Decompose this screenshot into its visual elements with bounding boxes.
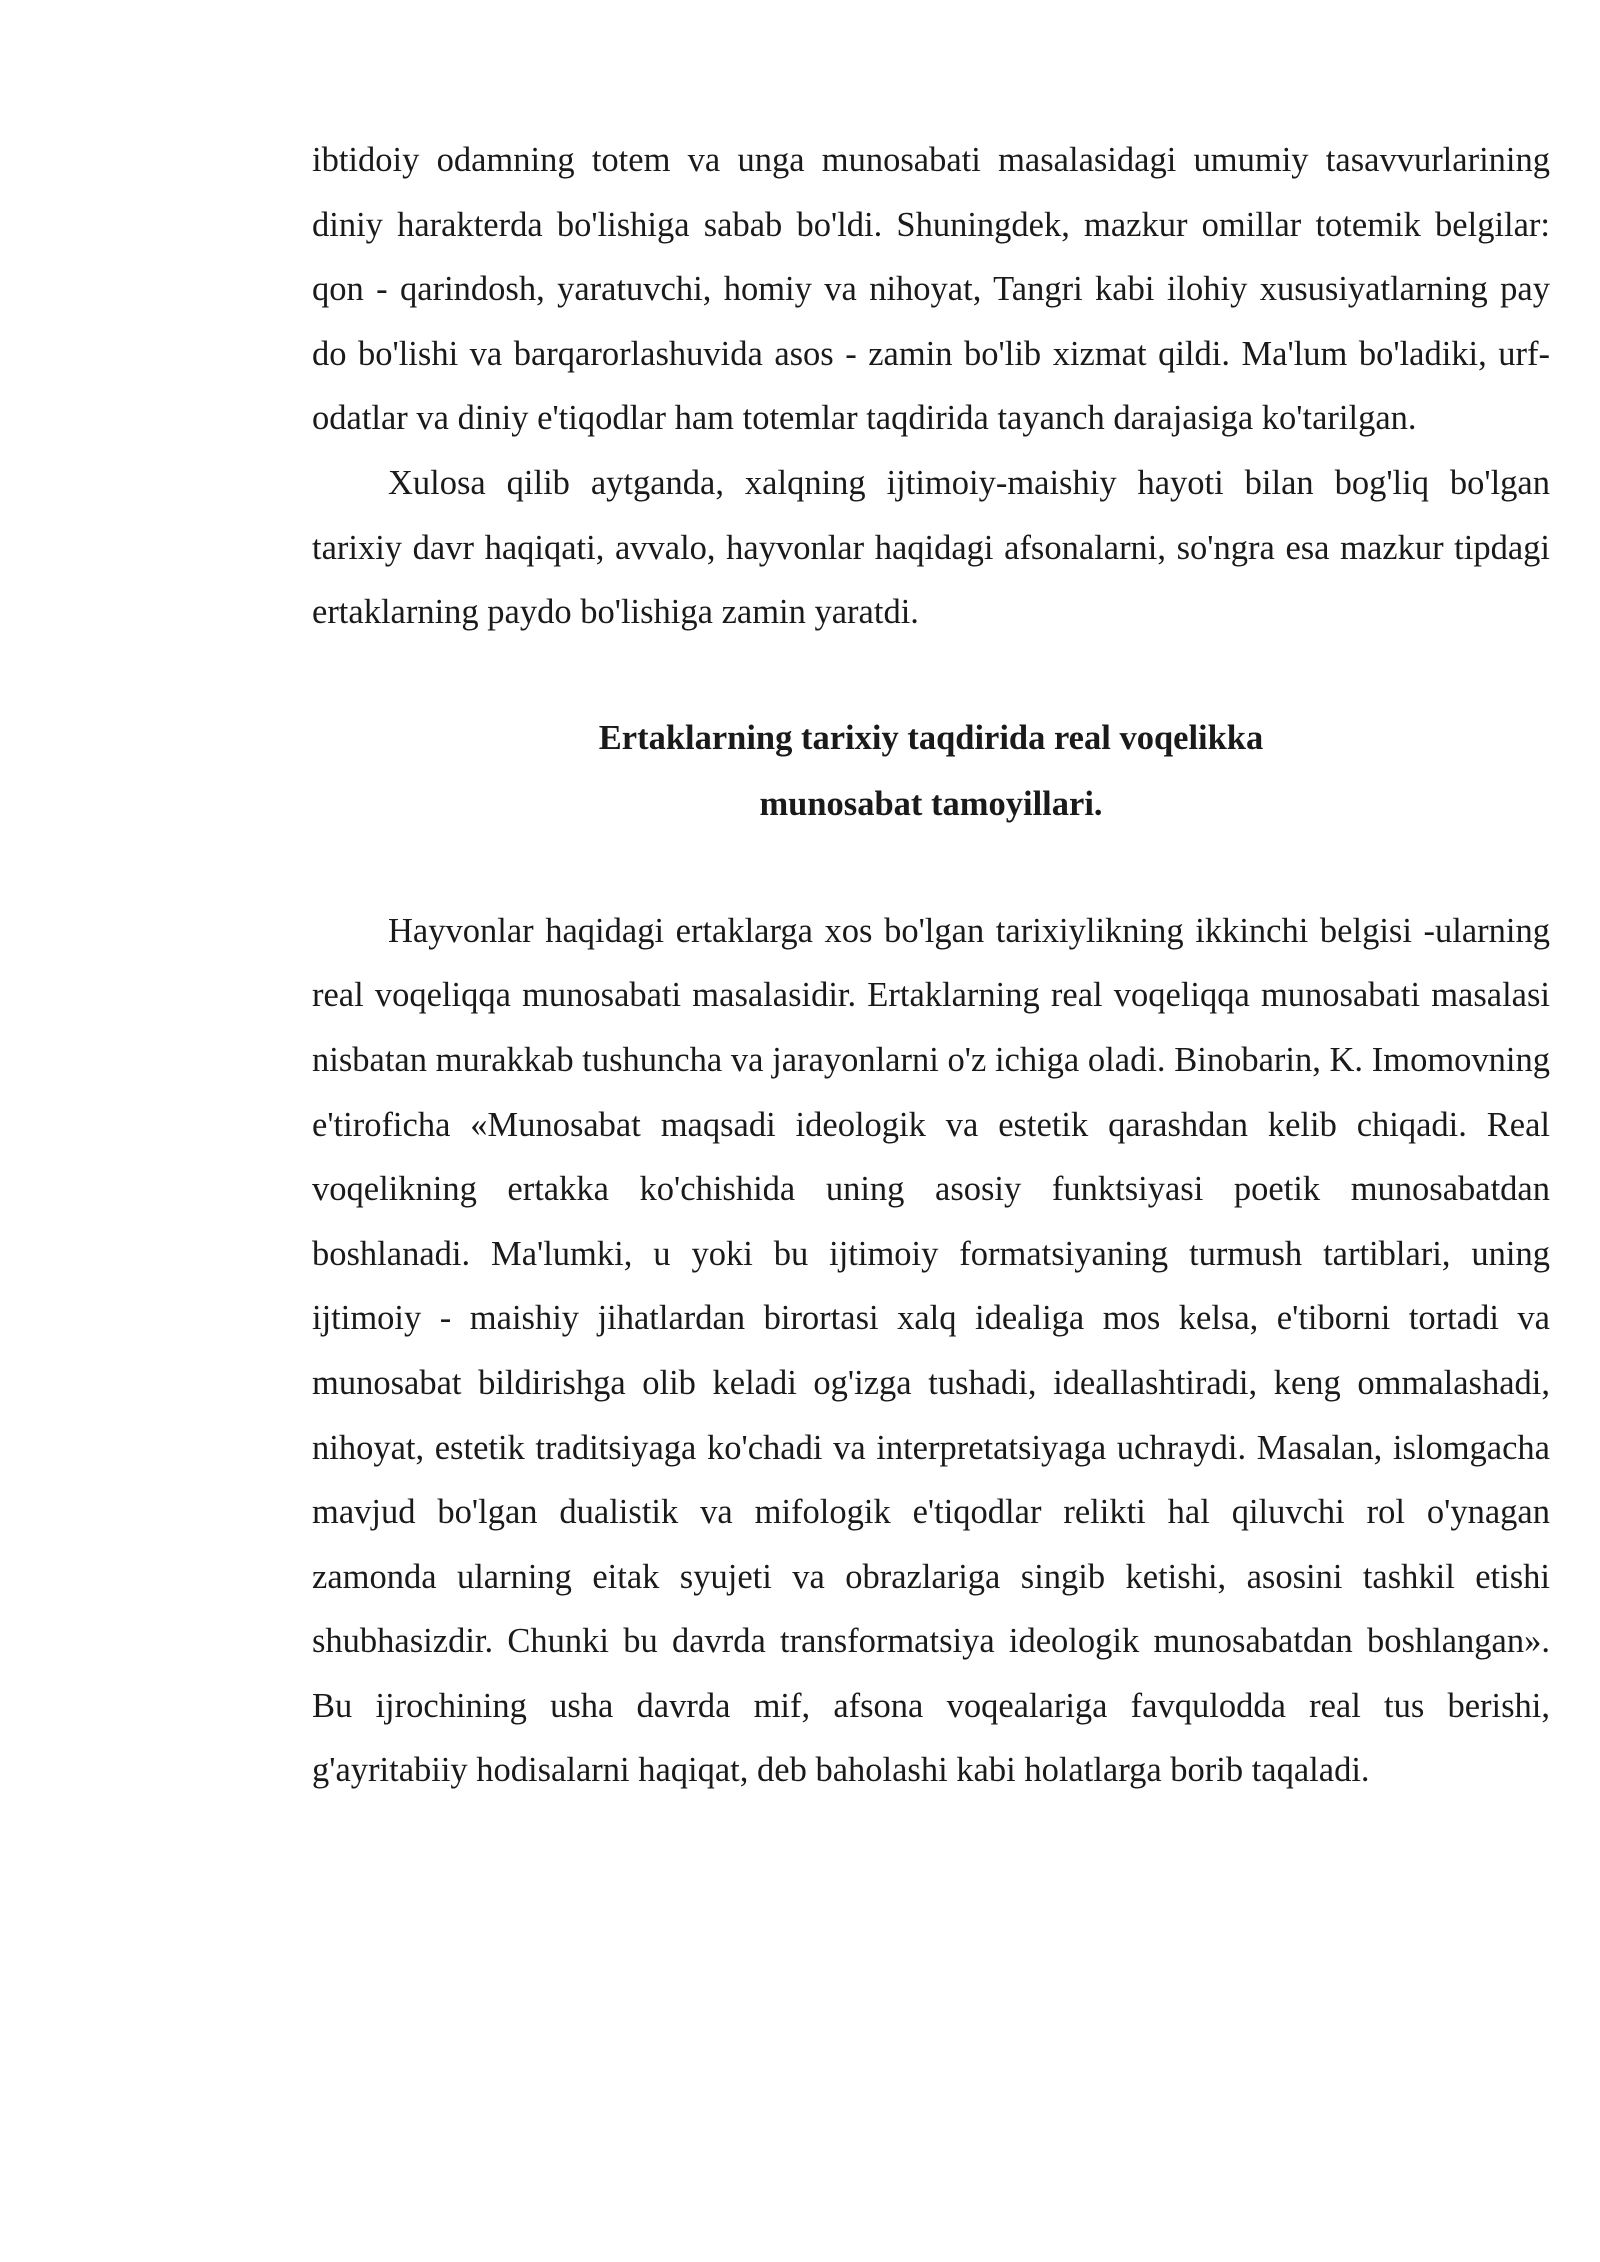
document-page (312, 128, 1550, 1803)
paragraph-totem-continuation: ibtidoiy odamning totem va unga munosabati masalasidagi umumiy tasavvurlarining diniy harakterda bo'lishiga sabab bo'ldi. Shuningdek, mazkur omillar totemik belgilar: qon - qarindosh, yaratuvchi, homiy va nihoyat, Tangri kabi ilohiy xususiyatlarning pay do bo'lishi va barqarorlashuvida asos - zamin bo'lib xizmat qildi. Ma'lum bo'ladiki, urf-odatlar va diniy e'tiqodlar ham totemlar taqdirida tayanch darajasiga ko'tarilgan. (312, 141, 1550, 438)
spacer (312, 645, 1550, 705)
section-heading (312, 705, 1550, 837)
section-heading-line-2: munosabat tamoyillari. (759, 784, 1103, 823)
paragraph-real-reality: Hayvonlar haqidagi ertaklarga xos bo'lgan tarixiylikning ikkinchi belgisi -ularning real voqeliqqa munosabati masalasidir. Ertaklarning real voqeliqqa munosabati masalasi nisbatan murakkab tushuncha va jarayonlarni o'z ichiga oladi. Binobarin, K. Imomovning e'tiroficha «Munosabat maqsadi ideologik va estetik qarashdan kelib chiqadi. Real voqelikning ertakka ko'chishida uning asosiy funktsiyasi poetik munosabatdan boshlanadi. Ma'lumki, u yoki bu ijtimoiy formatsiyaning turmush tartiblari, uning ijtimoiy - maishiy jihatlardan birortasi xalq idealiga mos kelsa, e'tiborni tortadi va munosabat bildirishga olib keladi og'izga tushadi, ideallashtiradi, keng ommalashadi, nihoyat, estetik traditsiyaga ko'chadi va interpretatsiyaga uchraydi. Masalan, islomgacha mavjud bo'lgan dualistik va mifologik e'tiqodlar relikti hal qiluvchi rol o'ynagan zamonda ularning eitak syujeti va obrazlariga singib ketishi, asosini tashkil etishi shubhasizdir. Chunki bu davrda transformatsiya ideologik munosabatdan boshlangan». Bu ijrochining usha davrda mif, afsona voqealariga favqulodda real tus berishi, g'ayritabiiy hodisalarni haqiqat, deb baholashi kabi holatlarga borib taqaladi. (312, 911, 1550, 1790)
section-heading-line-1: Ertaklarning tarixiy taqdirida real voqelikka (598, 718, 1264, 757)
spacer (312, 837, 1550, 899)
paragraph-conclusion: Xulosa qilib aytganda, xalqning ijtimoiy-maishiy hayoti bilan bog'liq bo'lgan tarixiy davr haqiqati, avvalo, hayvonlar haqidagi afsonalarni, so'ngra esa mazkur tipdagi ertaklarning paydo bo'lishiga zamin yaratdi. (312, 463, 1550, 632)
